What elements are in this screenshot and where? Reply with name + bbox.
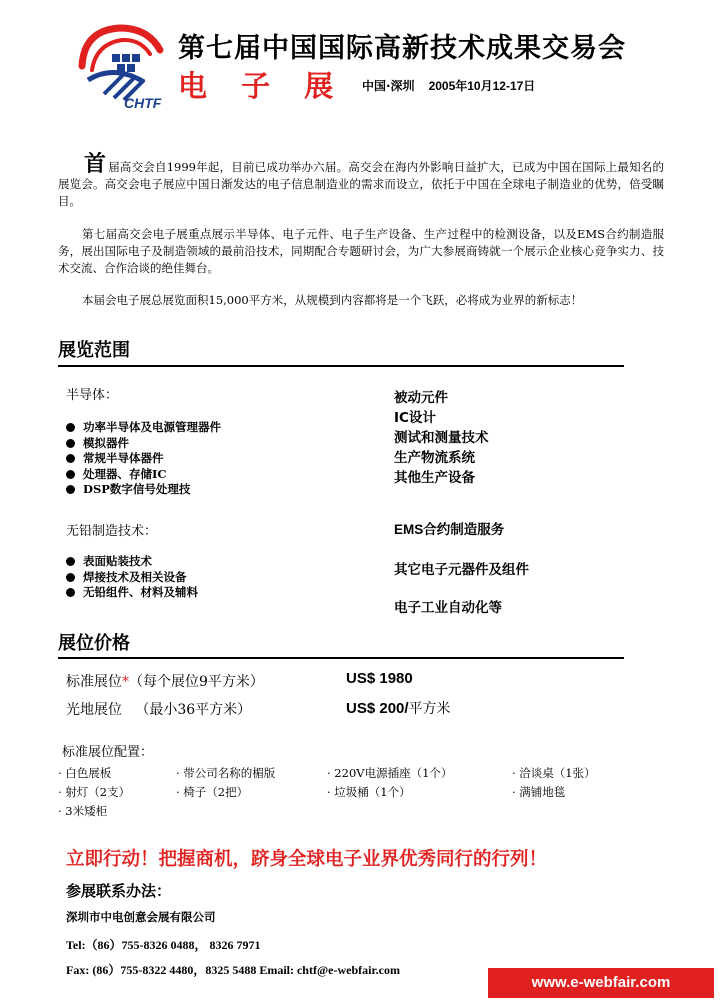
list-item: IC设计 xyxy=(394,410,436,426)
list-item: 无铅组件、材料及辅料 xyxy=(66,585,198,601)
leadfree-label: 无铅制造技术： xyxy=(66,524,158,539)
scope-right-list xyxy=(394,388,489,488)
bullet-icon xyxy=(66,573,75,582)
list-item: 功率半导体及电源管理器件 xyxy=(66,420,221,436)
config-item: · 垃圾桶（1个） xyxy=(327,785,411,799)
config-item: · 椅子（2把） xyxy=(176,785,249,799)
slogan: 立即行动！把握商机，跻身全球电子业界优秀同行的行列！ xyxy=(66,849,548,870)
list-item: 被动元件 xyxy=(394,390,448,406)
list-item: 表面贴装技术 xyxy=(66,554,198,570)
raw-space-label: 光地展位 （最小36平方米） xyxy=(66,702,252,718)
semiconductor-list xyxy=(66,420,221,498)
bullet-icon xyxy=(66,454,75,463)
list-item: 测试和测量技术 xyxy=(394,430,489,446)
pricing-title: 展位价格 xyxy=(58,633,130,654)
config-title: 标准展位配置： xyxy=(62,745,154,760)
dropcap: 首 xyxy=(84,151,107,177)
other-components: 其它电子元器件及组件 xyxy=(394,562,529,578)
event-date: 2005年10月12-17日 xyxy=(428,79,536,93)
list-item: 处理器、存储IC xyxy=(66,467,221,483)
standard-booth-price: US$ 1980 xyxy=(346,670,413,687)
automation: 电子工业自动化等 xyxy=(394,600,502,616)
list-item: 其他生产设备 xyxy=(394,470,475,486)
bullet-icon xyxy=(66,439,75,448)
website-link[interactable]: www.e-webfair.com xyxy=(488,968,714,998)
semiconductor-label: 半导体： xyxy=(66,388,119,403)
config-item: · 3米矮柜 xyxy=(58,804,108,818)
intro-p1-text: 届高交会自1999年起，目前已成功举办六届。高交会在海内外影响日益扩大，已成为中国在国际上最知名的展览会。高交会电子展应中国日渐发达的电子信息制造业的需求而设立，依托于中国在全球电子制造业的优势，倍受瞩目。 xyxy=(58,160,664,208)
list-item: 常规半导体器件 xyxy=(66,451,221,467)
list-item: DSP数字信号处理技 xyxy=(66,482,221,498)
intro-paragraph-2: 第七届高交会电子展重点展示半导体、电子元件、电子生产设备、生产过程中的检测设备，以及EMS合约制造服务，展出国际电子及制造领域的最前沿技术，同期配合专题研讨会，为广大参展商铸就一个展示企业核心竞争实力、技术交流、合作洽谈的绝佳舞台。 xyxy=(58,227,664,275)
raw-space-price: US$ 200/平方米 xyxy=(346,700,451,717)
contact-tel: Tel:（86）755-8326 0488， 8326 7971 xyxy=(66,938,261,952)
list-item: 焊接技术及相关设备 xyxy=(66,570,198,586)
bullet-icon xyxy=(66,470,75,479)
config-item: · 射灯（2支） xyxy=(58,785,131,799)
list-item: 模拟器件 xyxy=(66,436,221,452)
bullet-icon xyxy=(66,588,75,597)
intro-paragraph-3: 本届会电子展总展览面积15,000平方米，从规模到内容都将是一个飞跃，必将成为业界的新标志！ xyxy=(82,293,583,307)
page-subtitle: 电 子 展 xyxy=(178,69,346,103)
config-item: · 220V电源插座（1个） xyxy=(327,766,453,780)
config-item: · 满铺地毯 xyxy=(512,785,566,799)
leadfree-list xyxy=(66,554,198,601)
scope-divider xyxy=(58,365,624,367)
chtf-logo xyxy=(74,20,170,110)
location: 中国·深圳 xyxy=(362,79,415,93)
pricing-divider xyxy=(58,657,624,659)
list-item: 生产物流系统 xyxy=(394,450,475,466)
contact-title: 参展联系办法： xyxy=(66,882,172,900)
config-item: · 白色展板 xyxy=(58,766,112,780)
bullet-icon xyxy=(66,423,75,432)
bullet-icon xyxy=(66,557,75,566)
logo-text: CHTF xyxy=(124,95,162,110)
scope-title: 展览范围 xyxy=(58,340,130,361)
standard-booth-label: 标准展位*（每个展位9平方米） xyxy=(66,674,264,690)
ems-service: EMS合约制造服务 xyxy=(394,522,505,538)
config-item: · 带公司名称的楣版 xyxy=(176,766,276,780)
intro-paragraph-1 xyxy=(58,151,664,210)
page-title: 第七届中国国际高新技术成果交易会 xyxy=(178,33,626,64)
config-item: · 洽谈桌（1张） xyxy=(512,766,596,780)
bullet-icon xyxy=(66,485,75,494)
company-name: 深圳市中电创意会展有限公司 xyxy=(66,910,216,924)
location-date xyxy=(362,77,535,94)
contact-fax-email: Fax: (86）755-8322 4480，8325 5488 Email: chtf@e-webfair.com xyxy=(66,963,401,977)
